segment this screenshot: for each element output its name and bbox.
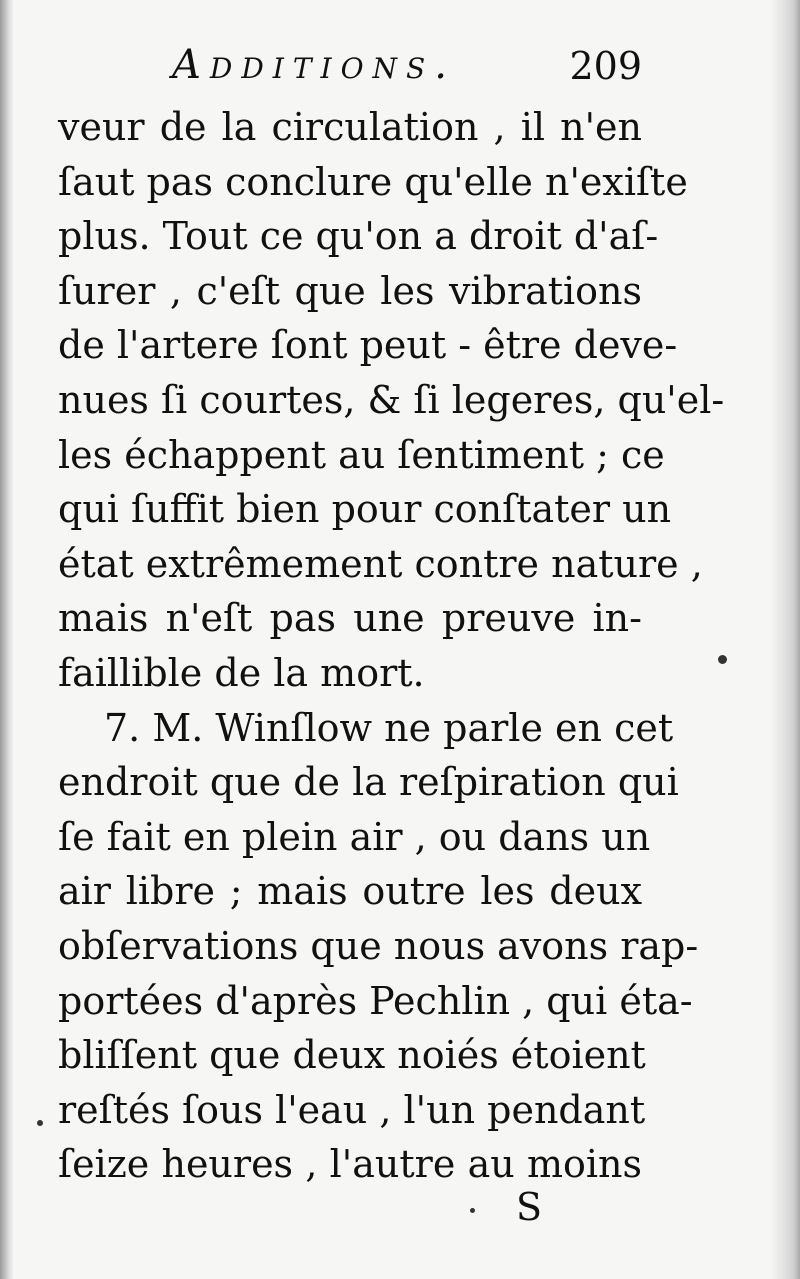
ink-speck: [718, 655, 727, 664]
text-line: nues ſi courtes, & ſi legeres, qu'el-: [58, 377, 725, 422]
text-line: ſeize heures , l'autre au moins: [58, 1142, 642, 1187]
text-line: les échappent au ſentiment ; ce: [58, 432, 665, 477]
text-line: faillible de la mort.: [58, 650, 425, 695]
text-line: air libre ; mais outre les deux: [58, 869, 642, 914]
page-edge-shadow: [770, 0, 800, 1279]
text-line: 7. M. Winſlow ne parle en cet: [104, 705, 674, 750]
text-line: ſe fait en plein air , ou dans un: [58, 814, 651, 859]
text-line: qui ſuffit bien pour conſtater un: [58, 487, 672, 532]
text-line: ſurer , c'eſt que les vibrations: [58, 268, 642, 313]
text-line: portées d'après Pechlin , qui éta-: [58, 978, 693, 1023]
signature-mark: S: [516, 1185, 543, 1229]
body-text: [58, 100, 725, 1192]
text-line: de l'artere ſont peut - être deve-: [58, 323, 678, 368]
text-line: plus. Tout ce qu'on a droit d'aſ-: [58, 214, 659, 259]
ink-speck: [470, 1208, 475, 1213]
text-line: reſtés ſous l'eau , l'un pendant: [58, 1087, 646, 1132]
page-number: 209: [569, 44, 642, 88]
page-gutter-shadow: [0, 0, 14, 1279]
text-line: obſervations que nous avons rap-: [58, 923, 699, 968]
text-line: état extrêmement contre nature ,: [58, 541, 703, 586]
text-line: ſaut pas conclure qu'elle n'exiſte: [58, 159, 688, 204]
text-line: endroit que de la reſpiration qui: [58, 760, 679, 805]
text-line: veur de la circulation , il n'en: [58, 105, 642, 149]
text-line: bliſſent que deux noiés étoient: [58, 1033, 646, 1078]
running-title: Additions.: [172, 42, 456, 88]
page-header: [172, 42, 642, 98]
ink-speck: [37, 1120, 43, 1126]
text-line: mais n'eſt pas une preuve in-: [58, 596, 642, 641]
